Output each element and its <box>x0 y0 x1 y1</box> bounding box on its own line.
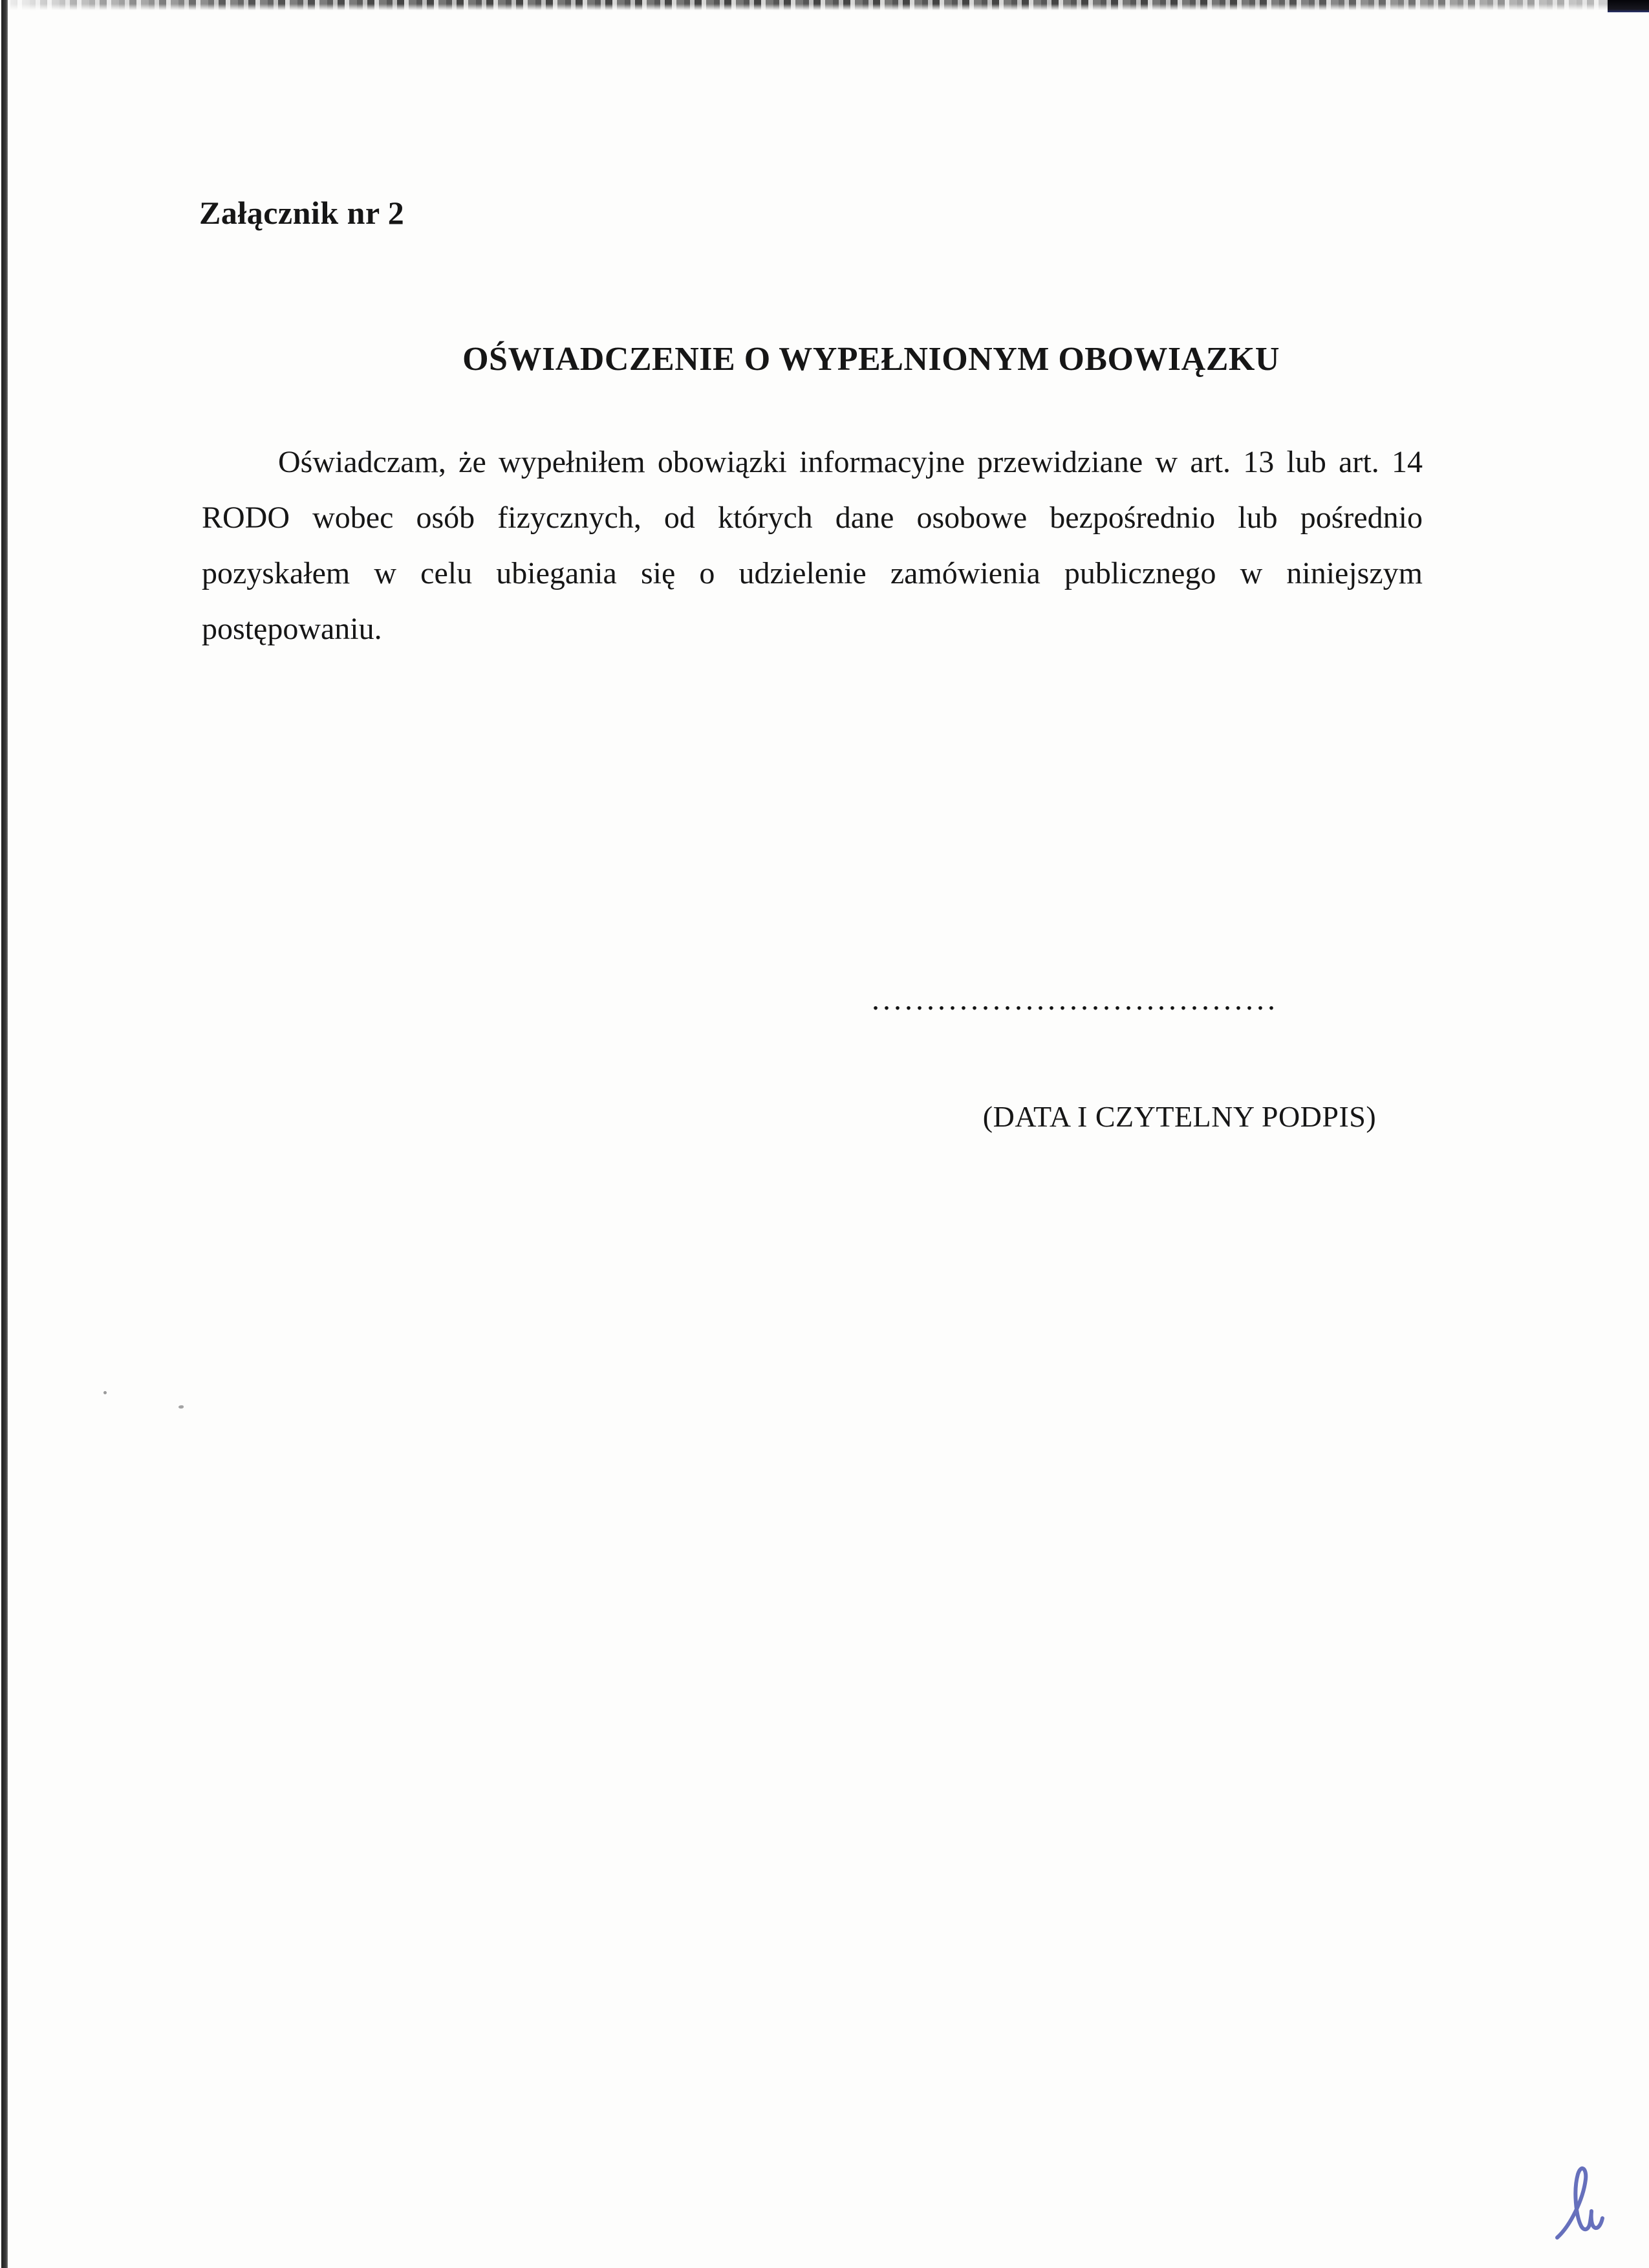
scan-speck <box>103 1391 107 1394</box>
paragraph-line: pozyskałem w celu ubiegania się o udzielenie zamówienia publicznego w niniejszym <box>202 556 1423 590</box>
handwritten-initials-pen-stroke <box>1551 2159 1605 2243</box>
scan-band-vertical-fade <box>0 0 1649 10</box>
signature-dotted-line: ..................................... <box>872 982 1278 1017</box>
attachment-label: Załącznik nr 2 <box>199 195 405 231</box>
document-title: OŚWIADCZENIE O WYPEŁNIONYM OBOWIĄZKU <box>462 341 1280 378</box>
declaration-paragraph <box>202 435 1423 657</box>
scan-speck <box>178 1405 184 1409</box>
scan-artifact-corner-block <box>1608 0 1649 12</box>
paragraph-line: RODO wobec osób fizycznych, od których dane osobowe bezpośrednio lub pośrednio <box>202 501 1423 535</box>
paragraph-line: postępowaniu. <box>202 612 382 646</box>
signature-caption: (DATA I CZYTELNY PODPIS) <box>982 1100 1377 1133</box>
paragraph-line: Oświadczam, że wypełniłem obowiązki informacyjne przewidziane w art. 13 lub art. 14 <box>278 445 1423 479</box>
scan-artifact-top-band <box>0 0 1649 10</box>
